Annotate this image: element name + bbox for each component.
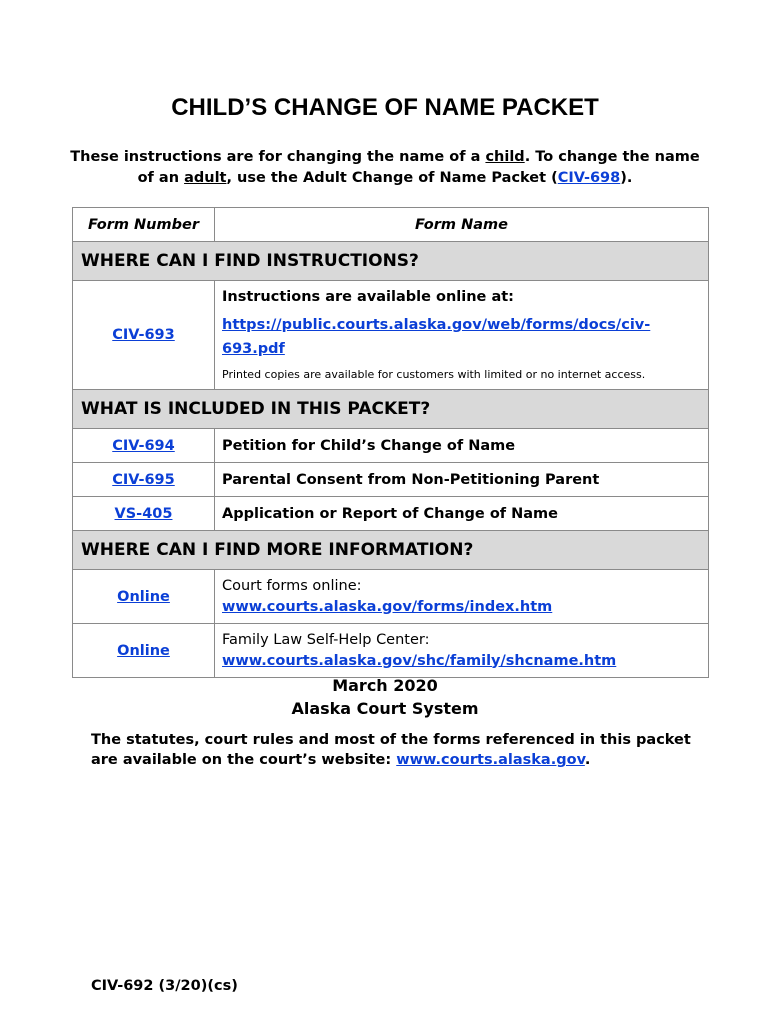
instructions-cell xyxy=(215,281,709,390)
date-block xyxy=(0,674,770,720)
forms-table xyxy=(72,207,709,678)
intro-part: ). xyxy=(620,170,633,186)
form-name-header: Form Name xyxy=(215,208,709,242)
website-note xyxy=(91,730,711,770)
info-label: Family Law Self-Help Center: xyxy=(222,631,430,648)
shc-name-link[interactable]: www.courts.alaska.gov/shc/family/shcname.htm xyxy=(222,652,617,669)
form-number-header: Form Number xyxy=(73,208,215,242)
table-row xyxy=(73,429,709,463)
section-included-heading: WHAT IS INCLUDED IN THIS PACKET? xyxy=(73,390,709,429)
note-end: . xyxy=(584,752,591,768)
table-row-code xyxy=(73,281,215,390)
form-name: Parental Consent from Non-Petitioning Parent xyxy=(215,463,709,497)
page-title: CHILD’S CHANGE OF NAME PACKET xyxy=(171,94,599,121)
civ-694-link[interactable]: CIV-694 xyxy=(112,437,175,454)
info-label: Court forms online: xyxy=(222,577,362,594)
printed-copies-note: Printed copies are available for customers with limited or no internet access. xyxy=(222,368,646,381)
section-info-heading: WHERE CAN I FIND MORE INFORMATION? xyxy=(73,531,709,570)
civ-698-link[interactable]: CIV-698 xyxy=(557,170,621,186)
intro-text xyxy=(70,147,700,189)
online-link[interactable]: Online xyxy=(117,588,170,605)
organization: Alaska Court System xyxy=(291,699,479,718)
civ-695-link[interactable]: CIV-695 xyxy=(112,471,175,488)
intro-part: These instructions are for changing the name of a xyxy=(70,149,486,165)
online-link[interactable]: Online xyxy=(117,642,170,659)
forms-index-link[interactable]: www.courts.alaska.gov/forms/index.htm xyxy=(222,598,553,615)
table-row xyxy=(73,497,709,531)
note-text: The statutes, court rules and most of the forms referenced in this packet are available on the court’s website: xyxy=(91,732,691,768)
intro-part: . To change the name of an xyxy=(137,149,700,186)
table-row xyxy=(73,570,709,624)
table-row xyxy=(73,624,709,678)
courts-website-link[interactable]: www.courts.alaska.gov xyxy=(396,752,585,768)
form-name: Application or Report of Change of Name xyxy=(215,497,709,531)
instructions-label: Instructions are available online at: xyxy=(222,289,514,305)
table-row xyxy=(73,463,709,497)
section-instructions-heading: WHERE CAN I FIND INSTRUCTIONS? xyxy=(73,242,709,281)
intro-part: , use the Adult Change of Name Packet ( xyxy=(226,170,558,186)
form-name: Petition for Child’s Change of Name xyxy=(215,429,709,463)
child-term: child xyxy=(485,149,525,165)
civ-693-pdf-link[interactable]: https://public.courts.alaska.gov/web/forms/docs/civ-693.pdf xyxy=(222,317,651,357)
form-footer-code: CIV-692 (3/20)(cs) xyxy=(91,978,238,994)
adult-term: adult xyxy=(184,170,227,186)
date: March 2020 xyxy=(332,676,438,695)
vs-405-link[interactable]: VS-405 xyxy=(114,505,173,522)
civ-693-link[interactable]: CIV-693 xyxy=(112,327,175,343)
